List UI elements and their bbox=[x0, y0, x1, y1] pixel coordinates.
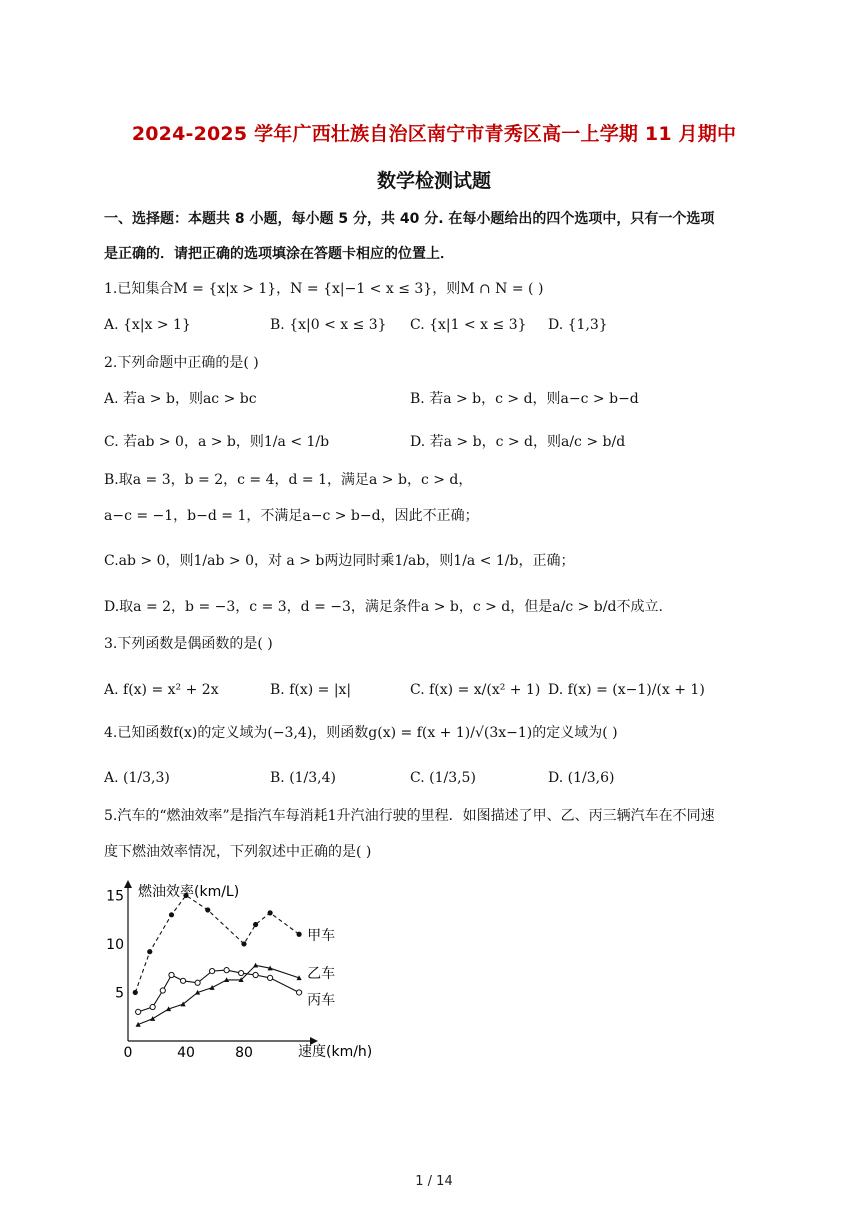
chart-x-tick-label: 80 bbox=[235, 1045, 253, 1061]
question-2-explain-1: B.取a = 3，b = 2，c = 4，d = 1，满足a > b，c > d， bbox=[104, 472, 473, 488]
question-2-option-c: C. 若ab > 0，a > b，则1/a < 1/b bbox=[104, 434, 330, 450]
question-2-explain-4: D.取a = 2，b = −3，c = 3，d = −3，满足条件a > b，c > d，但是a/c > b/d不成立. bbox=[104, 599, 663, 615]
question-2-explain-2: a−c = −1，b−d = 1，不满足a−c > b−d，因此不正确； bbox=[104, 508, 479, 524]
chart-point bbox=[297, 990, 302, 995]
chart-series-line-1 bbox=[135, 895, 299, 992]
chart-point bbox=[160, 988, 165, 993]
page-number: 1 / 14 bbox=[415, 1174, 453, 1189]
question-1-option-a: A. {x|x > 1} bbox=[104, 317, 191, 333]
chart-point bbox=[210, 969, 215, 974]
fuel-efficiency-chart bbox=[100, 876, 400, 1066]
chart-x-tick-label: 0 bbox=[123, 1045, 133, 1061]
chart-point bbox=[205, 907, 210, 912]
question-1-stem: 1.已知集合M = {x|x > 1}，N = {x|−1 < x ≤ 3}，则M ∩ N = ( ) bbox=[104, 281, 544, 297]
chart-series-label-3: 丙车 bbox=[307, 992, 336, 1009]
chart-point bbox=[195, 980, 200, 985]
chart-point bbox=[239, 970, 244, 975]
chart-point bbox=[210, 985, 215, 990]
question-2-explain-3: C.ab > 0，则1/ab > 0，对 a > b两边同时乘1/ab，则1/a < 1/b，正确； bbox=[104, 553, 575, 569]
section-header-line-1: 一、选择题：本题共 8 小题，每小题 5 分，共 40 分. 在每小题给出的四个选项中，只有一个选项 bbox=[104, 211, 715, 227]
question-5-stem-2: 度下燃油效率情况，下列叙述中正确的是( ) bbox=[104, 844, 372, 860]
question-4-option-a: A. (1/3,3) bbox=[104, 770, 170, 786]
chart-point bbox=[150, 1016, 155, 1021]
chart-point bbox=[253, 972, 258, 977]
question-1-option-c: C. {x|1 < x ≤ 3} bbox=[410, 317, 527, 333]
question-1-option-b: B. {x|0 < x ≤ 3} bbox=[270, 317, 387, 333]
question-3-stem: 3.下列函数是偶函数的是( ) bbox=[104, 636, 273, 652]
chart-point bbox=[241, 941, 246, 946]
question-3-option-a: A. f(x) = x² + 2x bbox=[104, 682, 219, 698]
chart-y-tick-label: 10 bbox=[106, 936, 124, 953]
chart-point bbox=[253, 963, 258, 968]
question-2-option-a: A. 若a > b，则ac > bc bbox=[104, 391, 257, 407]
chart-point bbox=[268, 910, 273, 915]
question-2-stem: 2.下列命题中正确的是( ) bbox=[104, 355, 259, 371]
chart-series-label-2: 乙车 bbox=[307, 965, 336, 982]
title-line-1: 2024-2025 学年广西壮族自治区南宁市青秀区高一上学期 11 月期中 bbox=[131, 123, 737, 145]
section-header-line-2: 是正确的．请把正确的选项填涂在答题卡相应的位置上． bbox=[104, 246, 454, 262]
question-4-option-b: B. (1/3,4) bbox=[270, 770, 337, 786]
chart-point bbox=[181, 978, 186, 983]
question-4-option-d: D. (1/3,6) bbox=[548, 770, 615, 786]
question-3-option-b: B. f(x) = |x| bbox=[270, 682, 352, 698]
question-3-option-d: D. f(x) = (x−1)/(x + 1) bbox=[548, 682, 705, 698]
chart-y-axis-label: 燃油效率(km/L) bbox=[138, 884, 240, 900]
chart-series-line-2 bbox=[138, 965, 299, 1024]
chart-series-label-1: 甲车 bbox=[307, 928, 336, 945]
chart-point bbox=[133, 990, 138, 995]
chart-y-axis-arrow bbox=[124, 880, 132, 888]
question-1-option-d: D. {1,3} bbox=[548, 317, 608, 333]
question-3-option-c: C. f(x) = x/(x² + 1) bbox=[410, 682, 541, 698]
chart-point bbox=[169, 912, 174, 917]
chart-point bbox=[150, 1004, 155, 1009]
chart-y-tick-label: 15 bbox=[106, 888, 124, 905]
question-4-option-c: C. (1/3,5) bbox=[410, 770, 476, 786]
chart-point bbox=[268, 975, 273, 980]
question-5-stem-1: 5.汽车的“燃油效率”是指汽车每消耗1升汽油行驶的里程．如图描述了甲、乙、丙三辆汽车在不同速 bbox=[104, 808, 715, 824]
chart-point bbox=[136, 1009, 141, 1014]
chart-x-tick-label: 40 bbox=[177, 1045, 195, 1061]
chart-y-tick-label: 5 bbox=[115, 985, 124, 1002]
title-line-2: 数学检测试题 bbox=[376, 170, 491, 192]
question-4-stem: 4.已知函数f(x)的定义域为(−3,4)，则函数g(x) = f(x + 1)/√(3x−1)的定义域为( ) bbox=[104, 725, 618, 741]
chart-point bbox=[169, 972, 174, 977]
question-2-option-d: D. 若a > b，c > d，则a/c > b/d bbox=[410, 434, 626, 450]
chart-point bbox=[147, 949, 152, 954]
chart-point bbox=[224, 968, 229, 973]
question-2-option-b: B. 若a > b，c > d，则a−c > b−d bbox=[410, 391, 639, 407]
chart-point bbox=[253, 922, 258, 927]
chart-point bbox=[297, 932, 302, 937]
chart-x-axis-label: 速度(km/h) bbox=[298, 1044, 373, 1060]
